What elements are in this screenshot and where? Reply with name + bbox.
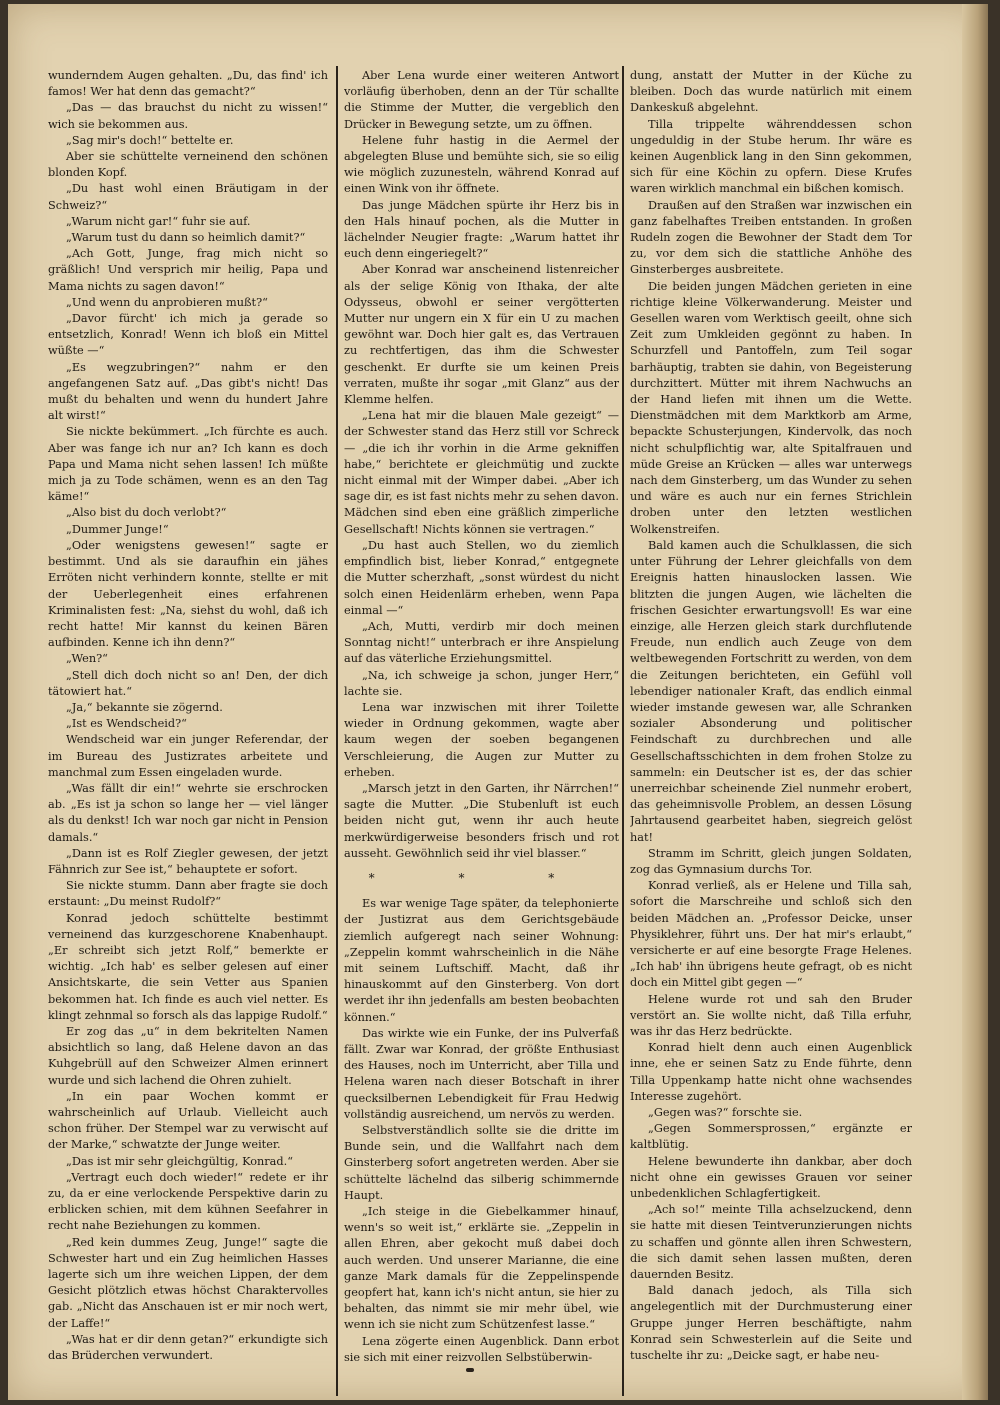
paragraph: „Du hast wohl einen Bräutigam in der Schweiz?“ xyxy=(48,182,328,212)
paragraph: „Es wegzubringen?“ nahm er den angefangenen Satz auf. „Das gibt's nicht! Das mußt du behalten und wenn du hundert Jahre alt wirst!“ xyxy=(48,360,328,423)
text-column-1 xyxy=(48,68,328,1378)
section-separator: * * * xyxy=(368,870,595,885)
print-mark xyxy=(466,1368,474,1372)
paragraph: Aber Konrad war anscheinend listenreicher als der selige König von Ithaka, der alte Odysseus, obwohl er seiner vergötterten Mutter nur ungern ein X für ein U zu machen gewöhnt war. Doch hier galt es, das Vertrauen zu rechtfertigen, das ihm die Schwester geschenkt. Er durfte sie um keinen Preis verraten, mußte ihr sogar „mit Glanz“ aus der Klemme helfen. xyxy=(344,263,619,407)
paragraph: „Ach so!“ meinte Tilla achselzuckend, denn sie hatte mit diesen Teintverunzierungen nichts zu schaffen und gönnte allen ihren Schwestern, die sich damit sehen lassen mußten, deren dauernden Besitz. xyxy=(630,1203,912,1282)
paragraph: Das wirkte wie ein Funke, der ins Pulverfaß fällt. Zwar war Konrad, der größte Enthusiast des Hauses, noch im Unterricht, aber Tilla und Helena waren nach dieser Botschaft in ihrer quecksilbernen Lebendigkeit für Frau Hedwig vollständig ausreichend, um nervös zu werden. xyxy=(344,1026,619,1121)
paragraph: „Vertragt euch doch wieder!“ redete er ihr zu, da er eine verlockende Perspektive darin zu erblicken schien, mit dem kühnen Seefahrer in recht nahe Beziehungen zu kommen. xyxy=(48,1170,328,1233)
paragraph: Die beiden jungen Mädchen gerieten in eine richtige kleine Völkerwanderung. Meister und Gesellen waren vom Werktisch geeilt, ohne sich Zeit zum Umkleiden gegönnt zu haben. In Schurzfell und Pantoffeln, zum Teil sogar barhäuptig, trabten sie dahin, von Begeisterung durchzittert. Mütter mit ihrem Nachwuchs an der Hand liefen mit ihnen um die Wette. Dienstmädchen mit dem Marktkorb am Arme, bepackte Schusterjungen, Kindervolk, das noch nicht schulpflichtig war, alte Spitalfrauen und müde Greise an Krücken — alles war unterwegs nach dem Ginsterberg, um das Wunder zu sehen und wäre es auch nur ein fernes Strichlein droben unter den letzten westlichen Wolkenstreifen. xyxy=(630,279,912,536)
paragraph: Lena war inzwischen mit ihrer Toilette wieder in Ordnung gekommen, wagte aber kaum wegen der soeben begangenen Verschleierung, die Augen zur Mutter zu erheben. xyxy=(344,700,619,779)
paragraph: „Stell dich doch nicht so an! Den, der dich tätowiert hat.“ xyxy=(48,668,328,698)
paragraph: „Marsch jetzt in den Garten, ihr Närrchen!“ sagte die Mutter. „Die Stubenluft ist euch beiden nicht gut, wenn ihr auch heute merkwürdigerweise besonders frisch und rot ausseht. Gewöhnlich seid ihr viel blasser.“ xyxy=(344,781,619,860)
paragraph: Konrad jedoch schüttelte bestimmt verneinend das kurzgeschorene Knabenhaupt. „Er schreibt sich jetzt Rolf,“ bemerkte er wichtig. „Ich hab' es selber gelesen auf einer Ansichtskarte, die sein Vetter aus Spanien bekommen hat. Ich finde es auch viel netter. Es klingt zehnmal so forsch als das lappige Rudolf.“ xyxy=(48,911,328,1022)
paragraph: Das junge Mädchen spürte ihr Herz bis in den Hals hinauf pochen, als die Mutter in lächelnder Neugier fragte: „Warum hattet ihr euch denn eingeriegelt?“ xyxy=(344,198,619,261)
paragraph: Es war wenige Tage später, da telephonierte der Justizrat aus dem Gerichtsgebäude ziemlich aufgeregt nach seiner Wohnung: „Zeppelin kommt wahrscheinlich in die Nähe mit seinem Luftschiff. Macht, daß ihr hinauskommt auf den Ginsterberg. Von dort werdet ihr ihn jedenfalls am besten beobachten können.“ xyxy=(344,897,619,1024)
paragraph: „Ach, Mutti, verdirb mir doch meinen Sonntag nicht!“ unterbrach er ihre Anspielung auf das väterliche Erziehungsmittel. xyxy=(344,619,619,666)
paragraph: „Ich steige in die Giebelkammer hinauf, wenn's so weit ist,“ erklärte sie. „Zeppelin in allen Ehren, aber gekocht muß dabei doch auch werden. Und unserer Marianne, die eine ganze Mark damals für die Zeppelinspende geopfert hat, kann ich's nicht antun, sie hier zu behalten, das nimmt sie mir mehr übel, wie wenn ich sie nicht zum Schützenfest lasse.“ xyxy=(344,1205,619,1332)
newspaper-page xyxy=(8,4,988,1400)
paragraph: „Wen?“ xyxy=(66,652,108,666)
paragraph: „Und wenn du anprobieren mußt?“ xyxy=(66,295,268,309)
paragraph: „Sag mir's doch!“ bettelte er. xyxy=(66,133,234,147)
paragraph: „Gegen Sommersprossen,“ ergänzte er kaltblütig. xyxy=(630,1122,912,1152)
paragraph: „Na, ich schweige ja schon, junger Herr,“ lachte sie. xyxy=(344,668,619,698)
paragraph: dung, anstatt der Mutter in der Küche zu bleiben. Doch das wurde natürlich mit einem Dankeskuß abgelehnt. xyxy=(630,69,912,115)
paragraph: Sie nickte bekümmert. „Ich fürchte es auch. Aber was fange ich nur an? Ich kann es doch Papa und Mama nicht sehen lassen! Ich müßte mich ja zu Tode schämen, wenn es an den Tag käme!“ xyxy=(48,425,328,504)
paragraph: Stramm im Schritt, gleich jungen Soldaten, zog das Gymnasium durchs Tor. xyxy=(630,846,912,876)
paragraph: „Warum nicht gar!“ fuhr sie auf. xyxy=(66,214,251,228)
paragraph: „Was fällt dir ein!“ wehrte sie erschrocken ab. „Es ist ja schon so lange her — viel länger als du denkst! Ich war noch gar nicht in Pension damals.“ xyxy=(48,781,328,844)
column-divider xyxy=(622,66,624,1396)
paragraph: Selbstverständlich sollte sie die dritte im Bunde sein, und die Wallfahrt nach dem Ginsterberg sofort angetreten werden. Aber sie schüttelte lächelnd das silberig schimmernde Haupt. xyxy=(344,1124,619,1202)
paragraph: „Ach Gott, Junge, frag mich nicht so gräßlich! Und versprich mir heilig, Papa und Mama nichts zu sagen davon!“ xyxy=(48,247,328,293)
paragraph: Helene fuhr hastig in die Aermel der abgelegten Bluse und bemühte sich, sie so eilig wie möglich zuzunesteln, während Konrad auf einen Wink von ihr öffnete. xyxy=(344,133,619,196)
paragraph: „Lena hat mir die blauen Male gezeigt“ — der Schwester stand das Herz still vor Schreck — „die ich ihr vorhin in die Arme gekniffen habe,“ berichtete er gleichmütig und zuckte nicht einmal mit der Wimper dabei. „Aber ich sage dir, es ist fast nichts mehr zu sehen davon. Mädchen sind eben eine gräßlich zimperliche Gesellschaft! Nichts können sie vertragen.“ xyxy=(344,409,619,536)
paragraph: „Was hat er dir denn getan?“ erkundigte sich das Brüderchen verwundert. xyxy=(48,1332,328,1363)
paragraph: Tilla trippelte währenddessen schon ungeduldig in der Stube herum. Ihr wäre es keinen Augenblick lang in den Sinn gekommen, sich für eine Köchin zu opfern. Diese Krufes waren wirklich manchmal ein bißchen komisch. xyxy=(630,117,912,196)
paragraph: Bald danach jedoch, als Tilla sich angelegentlich mit der Durchmusterung einer Gruppe junger Herren beschäftigte, nahm Konrad sein Schwesterlein auf die Seite und tuschelte ihr zu: „Deicke sagt, er habe neu- xyxy=(630,1284,912,1363)
paragraph: „Warum tust du dann so heimlich damit?“ xyxy=(66,231,306,245)
paragraph: „Das — das brauchst du nicht zu wissen!“ wich sie bekommen aus. xyxy=(48,101,328,131)
column-divider xyxy=(336,66,338,1396)
paragraph: Er zog das „u“ in dem bekritelten Namen absichtlich so lang, daß Helene davon an das Kuhgebrüll auf den Schweizer Almen erinnert wurde und sich lachend die Ohren zuhielt. xyxy=(48,1024,328,1087)
paragraph: „Dann ist es Rolf Ziegler gewesen, der jetzt Fähnrich zur See ist,“ behauptete er sofort. xyxy=(48,846,328,876)
paragraph: „Gegen was?“ forschte sie. xyxy=(648,1106,803,1119)
paragraph: „Davor fürcht' ich mich ja gerade so entsetzlich, Konrad! Wenn ich bloß ein Mittel wüßte —“ xyxy=(48,312,328,358)
paragraph: „Ist es Wendscheid?“ xyxy=(66,717,187,731)
paragraph: Helene bewunderte ihn dankbar, aber doch nicht ohne ein gewisses Grauen vor seiner unbedenklichen Schlagfertigkeit. xyxy=(630,1154,912,1201)
paragraph: „Das ist mir sehr gleichgültig, Konrad.“ xyxy=(66,1154,294,1168)
paragraph: Konrad verließ, als er Helene und Tilla sah, sofort die Marschreihe und schloß sich den beiden Mädchen an. „Professor Deicke, unser Physiklehrer, führt uns. Der hat mir's erlaubt,“ versicherte er auf eine besorgte Frage Helenes. „Ich hab' ihn übrigens heute gefragt, ob es nicht doch ein Mittel gibt gegen —“ xyxy=(630,879,912,990)
paragraph: „Dummer Junge!“ xyxy=(66,522,169,536)
text-column-2 xyxy=(344,68,619,1378)
paragraph: „Ja,“ bekannte sie zögernd. xyxy=(66,700,223,714)
paragraph: Konrad hielt denn auch einen Augenblick inne, ehe er seinen Satz zu Ende führte, denn Tilla Uppenkamp hatte nicht ohne wachsendes Interesse zugehört. xyxy=(630,1041,912,1103)
paragraph: Wendscheid war ein junger Referendar, der im Bureau des Justizrates arbeitete und manchmal zum Essen eingeladen wurde. xyxy=(48,733,328,779)
paragraph: Bald kamen auch die Schulklassen, die sich unter Führung der Lehrer gleichfalls von dem Ereignis hatten hinauslocken lassen. Wie blitzten die jungen Augen, wie lächelten die frischen Gesichter erwartungsvoll! Es war eine einzige, alle Herzen gleich stark durchflutende Freude, nun endlich auch Zeuge von dem weltbewegenden Fortschritt zu werden, von dem die Zeitungen berichteten, ein Gefühl voll lebendiger nationaler Kraft, das endlich einmal wieder imstande gewesen war, alle Schranken sozialer Absonderung und politischer Feindschaft zu durchbrechen und alle Gesellschaftsschichten in dem frohen Stolze zu sammeln: ein Deutscher ist es, der das schier unerreichbar scheinende Ziel nunmehr erobert, das geheimnisvolle Problem, an dessen Lösung Jahrtausend gearbeitet haben, siegreich gelöst hat! xyxy=(630,538,912,844)
paragraph: „In ein paar Wochen kommt er wahrscheinlich auf Urlaub. Vielleicht auch schon früher. Der Stempel war zu verwischt auf der Marke,“ schwatzte der Junge weiter. xyxy=(48,1089,328,1152)
binding-edge xyxy=(962,4,988,1400)
paragraph: Aber Lena wurde einer weiteren Antwort vorläufig überhoben, denn an der Tür schallte die Stimme der Mutter, die vergeblich den Drücker in Bewegung setzte, um zu öffnen. xyxy=(344,69,619,131)
paragraph: Helene wurde rot und sah den Bruder verstört an. Sie wollte nicht, daß Tilla erfuhr, was ihr das Herz bedrückte. xyxy=(630,992,912,1038)
paragraph: „Red kein dummes Zeug, Junge!“ sagte die Schwester hart und ein Zug heimlichen Hasses lagerte sich um ihre weichen Lippen, der dem Gesicht plötzlich etwas höchst Charaktervolles gab. „Nicht das Anschauen ist er mir noch wert, der Laffe!“ xyxy=(48,1235,328,1330)
paragraph: Aber sie schüttelte verneinend den schönen blonden Kopf. xyxy=(48,150,328,180)
paragraph: „Also bist du doch verlobt?“ xyxy=(66,506,227,520)
text-column-3 xyxy=(630,68,912,1378)
paragraph: wunderndem Augen gehalten. „Du, das find' ich famos! Wer hat denn das gemacht?“ xyxy=(48,69,328,99)
paragraph: Sie nickte stumm. Dann aber fragte sie doch erstaunt: „Du meinst Rudolf?“ xyxy=(48,879,328,909)
paragraph: „Oder wenigstens gewesen!“ sagte er bestimmt. Und als sie daraufhin ein jähes Erröten nicht verhindern konnte, stellte er mit der Ueberlegenheit eines erfahrenen Kriminalisten fest: „Na, siehst du wohl, daß ich recht hatte! Mir kannst du keinen Bären aufbinden. Kenne ich ihn denn?“ xyxy=(48,538,328,650)
paragraph: „Du hast auch Stellen, wo du ziemlich empfindlich bist, lieber Konrad,“ entgegnete die Mutter scherzhaft, „sonst würdest du nicht solch einen Heidenlärm erheben, wenn Papa einmal —“ xyxy=(344,538,619,617)
paragraph: Draußen auf den Straßen war inzwischen ein ganz fabelhaftes Treiben entstanden. In großen Rudeln zogen die Bewohner der Stadt dem Tor zu, vor dem sich die stattliche Anhöhe des Ginsterberges ausbreitete. xyxy=(630,198,912,277)
paragraph: Lena zögerte einen Augenblick. Dann erbot sie sich mit einer reizvollen Selbstüberwin- xyxy=(344,1334,619,1364)
